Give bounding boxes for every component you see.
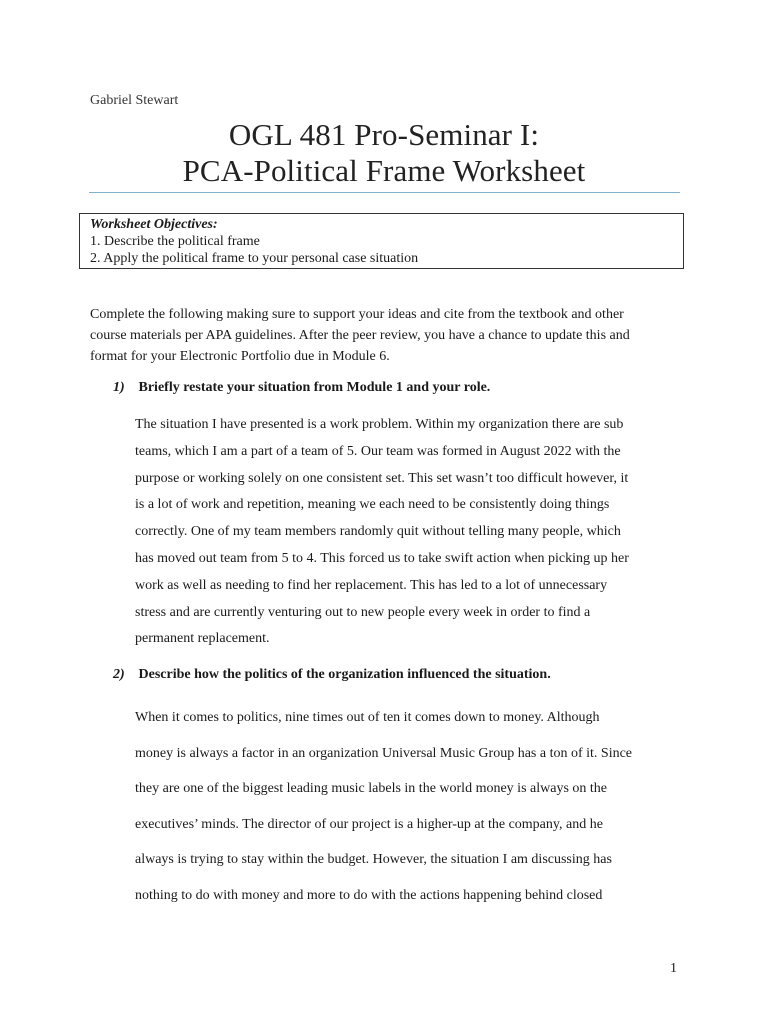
answer-2 [135, 700, 632, 914]
text-line: money is always a factor in an organization Universal Music Group has a ton of it. Since [135, 745, 633, 761]
text-line: teams, which I am a part of a team of 5. Our team was formed in August 2022 with the [135, 443, 621, 459]
question-number: 1) [113, 380, 125, 395]
title-divider [89, 192, 680, 193]
text-line: course materials per APA guidelines. After the peer review, you have a chance to update this and [90, 328, 630, 343]
text-line: stress and are currently venturing out to new people every week in order to find a [135, 604, 591, 620]
objectives-box [79, 213, 684, 269]
document-title-line-2: PCA-Political Frame Worksheet [182, 153, 586, 188]
text-line: permanent replacement. [135, 631, 270, 647]
page-number: 1 [670, 961, 677, 976]
text-line: format for your Electronic Portfolio due in Module 6. [90, 349, 390, 364]
question-1 [113, 380, 490, 396]
text-line: has moved out team from 5 to 4. This forced us to take swift action when picking up her [135, 550, 629, 566]
intro-paragraph [90, 304, 690, 367]
text-line: When it comes to politics, nine times out of ten it comes down to money. Although [135, 710, 600, 725]
question-text: Briefly restate your situation from Module 1 and your role. [138, 380, 491, 395]
text-line: work as well as needing to find her replacement. This has led to a lot of unnecessary [135, 577, 608, 593]
text-line: always is trying to stay within the budget. However, the situation I am discussing has [135, 852, 612, 868]
author-name: Gabriel Stewart [90, 93, 179, 108]
objectives-heading: Worksheet Objectives: [90, 217, 218, 232]
text-line: they are one of the biggest leading music labels in the world money is always on the [135, 781, 607, 797]
text-line: executives’ minds. The director of our project is a higher-up at the company, and he [135, 816, 603, 832]
text-line: Complete the following making sure to support your ideas and cite from the textbook and other [90, 307, 624, 322]
question-2 [113, 667, 551, 683]
text-line: correctly. One of my team members randomly quit without telling many people, which [135, 524, 621, 540]
text-line: purpose or working solely on one consistent set. This set wasn’t too difficult however, it [135, 470, 629, 486]
text-line: is a lot of work and repetition, meaning we each need to be consistently doing things [135, 497, 610, 513]
question-number: 2) [113, 667, 125, 682]
objective-item: 1. Describe the political frame [90, 234, 260, 249]
document-title-line-1: OGL 481 Pro-Seminar I: [228, 117, 540, 152]
text-line: The situation I have presented is a work problem. Within my organization there are sub [135, 417, 624, 432]
text-line: nothing to do with money and more to do with the actions happening behind closed [135, 887, 603, 903]
answer-1 [135, 412, 629, 653]
objective-item: 2. Apply the political frame to your personal case situation [90, 251, 419, 266]
question-text: Describe how the politics of the organization influenced the situation. [138, 667, 551, 682]
